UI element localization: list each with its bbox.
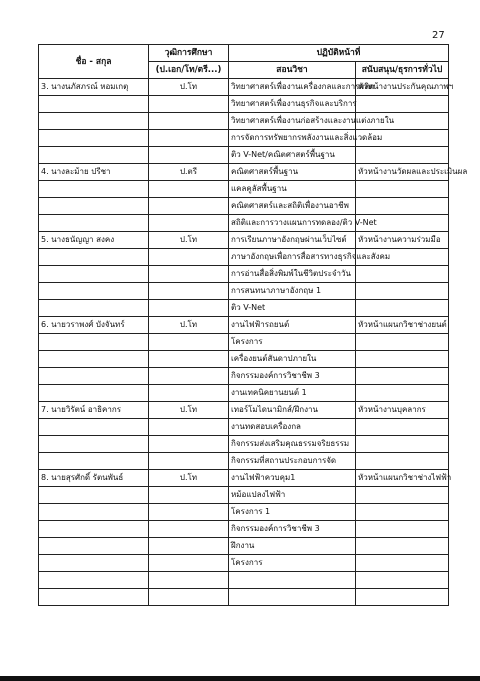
table-row (39, 572, 449, 589)
cell-support (356, 555, 449, 572)
cell-support (356, 300, 449, 317)
cell-subject: กิจกรรมองค์การวิชาชีพ 3 (229, 368, 356, 385)
cell-support (356, 589, 449, 606)
cell-name (39, 521, 149, 538)
cell-name (39, 589, 149, 606)
table-row (39, 351, 449, 368)
table-row (39, 487, 449, 504)
cell-subject: กิจกรรมส่งเสริมคุณธรรมจริยธรรม (229, 436, 356, 453)
table-row (39, 419, 449, 436)
cell-education: ป.โท (149, 79, 229, 96)
cell-education (149, 300, 229, 317)
table-row (39, 79, 449, 96)
header-duty: ปฏิบัติหน้าที่ (229, 45, 449, 62)
cell-subject (229, 589, 356, 606)
table-row (39, 147, 449, 164)
cell-name: 7. นายวิรัตน์ อาธิคากร (39, 402, 149, 419)
cell-name: 4. นางละม้าย ปรีชา (39, 164, 149, 181)
cell-support (356, 385, 449, 402)
cell-subject (229, 572, 356, 589)
cell-subject: งานเทคนิคยานยนต์ 1 (229, 385, 356, 402)
cell-subject: งานไฟฟ้ารถยนต์ (229, 317, 356, 334)
cell-education: ป.โท (149, 470, 229, 487)
cell-education (149, 521, 229, 538)
cell-support (356, 351, 449, 368)
cell-subject: กิจกรรมที่สถานประกอบการจัด (229, 453, 356, 470)
cell-education (149, 589, 229, 606)
cell-support (356, 436, 449, 453)
cell-name (39, 436, 149, 453)
cell-education (149, 266, 229, 283)
cell-name (39, 198, 149, 215)
cell-support (356, 147, 449, 164)
cell-subject: กิจกรรมองค์การวิชาชีพ 3 (229, 521, 356, 538)
cell-name (39, 181, 149, 198)
cell-name (39, 555, 149, 572)
cell-education (149, 249, 229, 266)
cell-support (356, 181, 449, 198)
table-row (39, 164, 449, 181)
cell-name (39, 266, 149, 283)
cell-subject: วิทยาศาสตร์เพื่องานธุรกิจและบริการ (229, 96, 356, 113)
cell-education (149, 436, 229, 453)
cell-education (149, 147, 229, 164)
cell-education (149, 283, 229, 300)
header-support: สนับสนุน/ธุรการทั่วไป (356, 62, 449, 79)
cell-name (39, 113, 149, 130)
table-row (39, 266, 449, 283)
table-row (39, 521, 449, 538)
cell-support (356, 198, 449, 215)
cell-support (356, 521, 449, 538)
table-row (39, 538, 449, 555)
header-education: วุฒิการศึกษา (149, 45, 229, 62)
cell-support (356, 96, 449, 113)
cell-support (356, 283, 449, 300)
cell-name (39, 215, 149, 232)
cell-subject: สถิติและการวางแผนการทดลอง/ติว V-Net (229, 215, 356, 232)
cell-name (39, 351, 149, 368)
cell-subject: โครงการ 1 (229, 504, 356, 521)
cell-subject: ฝึกงาน (229, 538, 356, 555)
table-row (39, 555, 449, 572)
cell-name (39, 368, 149, 385)
cell-name (39, 147, 149, 164)
cell-subject: การสนทนาภาษาอังกฤษ 1 (229, 283, 356, 300)
cell-subject: ติว V-Net (229, 300, 356, 317)
table-body (39, 79, 468, 606)
cell-education (149, 215, 229, 232)
table-row (39, 300, 449, 317)
cell-support: หัวหน้าแผนกวิชาช่างยนต์ (356, 317, 449, 334)
bottom-border-bar (0, 676, 480, 681)
cell-name (39, 249, 149, 266)
table-row (39, 385, 449, 402)
cell-subject: ภาษาอังกฤษเพื่อการสื่อสารทางธุรกิจและสังคม (229, 249, 356, 266)
cell-name (39, 453, 149, 470)
cell-subject: การจัดการทรัพยากรพลังงานและสิ่งแวดล้อม (229, 130, 356, 147)
header-name: ชื่อ - สกุล (39, 45, 149, 79)
cell-support (356, 419, 449, 436)
cell-subject: แคลคูลัสพื้นฐาน (229, 181, 356, 198)
cell-support: หัวหน้างานวัดผลและประเมินผล (356, 164, 449, 181)
cell-support: หัวหน้างานประกันคุณภาพฯ (356, 79, 449, 96)
cell-education (149, 351, 229, 368)
cell-education (149, 572, 229, 589)
table-row (39, 215, 449, 232)
table-row (39, 181, 449, 198)
cell-name: 3. นางนภัสภรณ์ หอมเกตุ (39, 79, 149, 96)
cell-education: ป.โท (149, 232, 229, 249)
table-row (39, 283, 449, 300)
cell-education (149, 487, 229, 504)
cell-name: 6. นายวราพงศ์ บังจันทร์ (39, 317, 149, 334)
cell-subject: โครงการ (229, 555, 356, 572)
table-row (39, 402, 449, 419)
cell-name (39, 334, 149, 351)
cell-name: 8. นายสุรศักดิ์ รัตนพันธ์ (39, 470, 149, 487)
cell-name (39, 130, 149, 147)
cell-name (39, 538, 149, 555)
cell-education (149, 113, 229, 130)
table-row (39, 453, 449, 470)
cell-support (356, 538, 449, 555)
cell-education: ป.โท (149, 402, 229, 419)
cell-subject: การอ่านสื่อสิ่งพิมพ์ในชีวิตประจำวัน (229, 266, 356, 283)
header-education-sub: (ป.เอก/โท/ตรี...) (149, 62, 229, 79)
cell-education (149, 453, 229, 470)
cell-education (149, 419, 229, 436)
cell-support (356, 334, 449, 351)
cell-subject: การเรียนภาษาอังกฤษผ่านเว็บไซต์ (229, 232, 356, 249)
cell-subject: วิทยาศาสตร์เพื่องานเครื่องกลและการผลิต (229, 79, 356, 96)
table-row (39, 368, 449, 385)
cell-subject: หม้อแปลงไฟฟ้า (229, 487, 356, 504)
cell-support: หัวหน้าแผนกวิชาช่างไฟฟ้า (356, 470, 449, 487)
cell-name (39, 385, 149, 402)
cell-support: หัวหน้างานความร่วมมือ (356, 232, 449, 249)
table-row (39, 589, 449, 606)
cell-support: หัวหน้างานบุคลากร (356, 402, 449, 419)
cell-education (149, 334, 229, 351)
table-row (39, 232, 449, 249)
table-row (39, 96, 449, 113)
cell-education (149, 538, 229, 555)
cell-subject: เทอร์โมไดนามิกส์/ฝึกงาน (229, 402, 356, 419)
cell-name (39, 572, 149, 589)
cell-education (149, 385, 229, 402)
cell-name: 5. นางธนัญญา สงคง (39, 232, 149, 249)
table-row (39, 198, 449, 215)
cell-name (39, 487, 149, 504)
cell-name (39, 504, 149, 521)
cell-support (356, 504, 449, 521)
cell-subject: คณิตศาสตร์และสถิติเพื่องานอาชีพ (229, 198, 356, 215)
cell-subject: โครงการ (229, 334, 356, 351)
cell-education (149, 130, 229, 147)
cell-education (149, 368, 229, 385)
cell-education (149, 96, 229, 113)
table-row (39, 470, 449, 487)
cell-name (39, 96, 149, 113)
table-row (39, 504, 449, 521)
table-row (39, 317, 449, 334)
cell-education (149, 198, 229, 215)
cell-subject: ติว V-Net/คณิตศาสตร์พื้นฐาน (229, 147, 356, 164)
cell-name (39, 419, 149, 436)
cell-education: ป.ตรี (149, 164, 229, 181)
teacher-duty-table (38, 44, 468, 606)
cell-name (39, 300, 149, 317)
cell-support (356, 368, 449, 385)
cell-subject: เครื่องยนต์สันดาปภายใน (229, 351, 356, 368)
cell-education (149, 555, 229, 572)
cell-education (149, 181, 229, 198)
header-row-1 (39, 45, 449, 62)
table-row (39, 334, 449, 351)
table-row (39, 249, 449, 266)
cell-name (39, 283, 149, 300)
header-subject: สอนวิชา (229, 62, 356, 79)
cell-subject: วิทยาศาสตร์เพื่องานก่อสร้างและงานแต่งภายใน (229, 113, 356, 130)
cell-subject: คณิตศาสตร์พื้นฐาน (229, 164, 356, 181)
cell-support (356, 572, 449, 589)
cell-subject: งานไฟฟ้าควบคุม1 (229, 470, 356, 487)
cell-education (149, 504, 229, 521)
table-row (39, 130, 449, 147)
cell-support (356, 487, 449, 504)
page-number: 27 (432, 30, 445, 41)
cell-education: ป.โท (149, 317, 229, 334)
table-row (39, 113, 449, 130)
cell-support (356, 453, 449, 470)
cell-subject: งานทดสอบเครื่องกล (229, 419, 356, 436)
cell-support (356, 266, 449, 283)
table-row (39, 436, 449, 453)
